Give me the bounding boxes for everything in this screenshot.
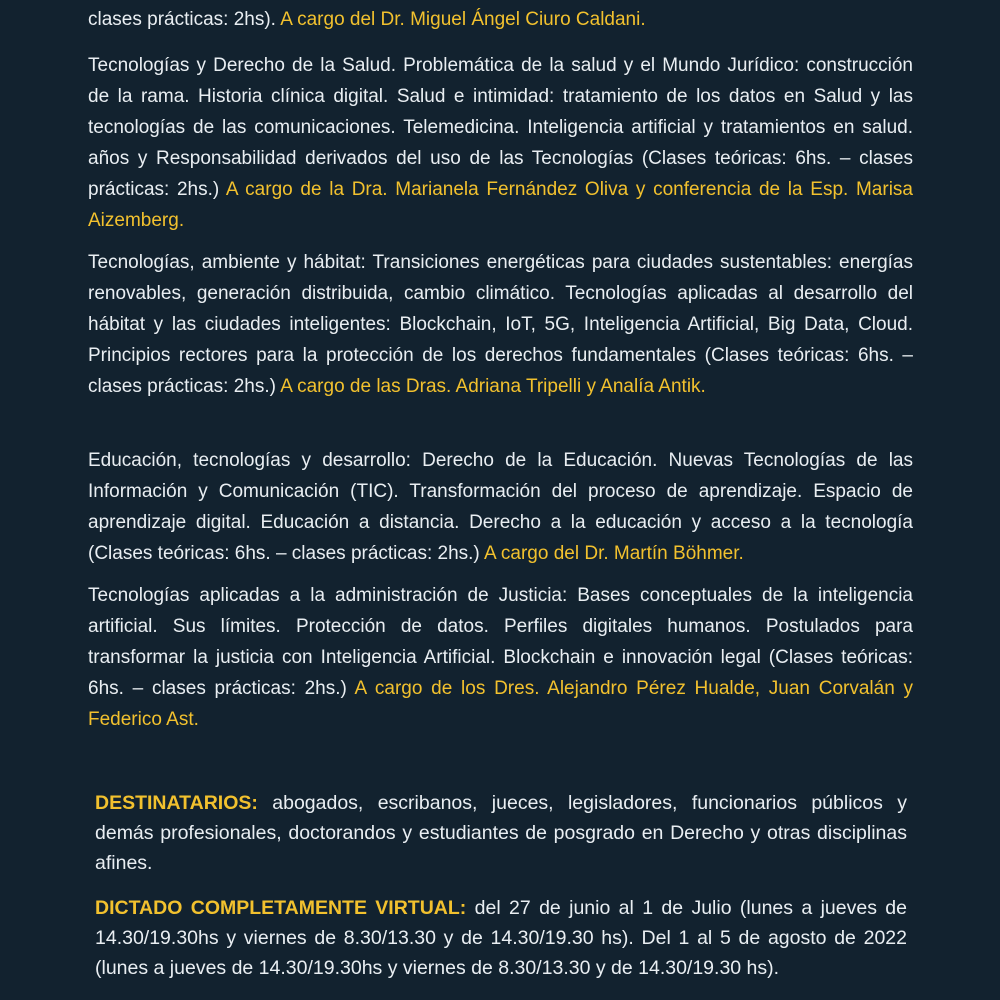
destinatarios-label: DESTINATARIOS:	[95, 792, 258, 814]
dictado-text: del 27 de junio al 1 de Julio (lunes a jueves de 14.30/19.30hs y viernes de 8.30/13.30 y de 14.30/19.30 hs). Del 1 al 5 de agosto de 2022 (lunes a jueves de 14.30/19.30hs y viernes de 8.30/13.30 y de 14.30/19.30 hs).	[95, 897, 907, 979]
module-health	[88, 50, 913, 236]
module-environment	[88, 247, 913, 402]
module-environment-text: Tecnologías, ambiente y hábitat: Transiciones energéticas para ciudades sustentables: energías renovables, generación distribuida, cambio climático. Tecnologías aplicadas al desarrollo del hábitat y las ciudades inteligentes: Blockchain, IoT, 5G, Inteligencia Artificial, Big Data, Cloud. Principios rectores para la protección de los derechos fundamentales (Clases teóricas: 6hs. – clases prácticas: 2hs.)	[88, 252, 913, 397]
module-justice-instructor: A cargo de los Dres. Alejandro Pérez Hualde, Juan Corvalán y Federico Ast.	[88, 678, 913, 730]
module-health-text: Tecnologías y Derecho de la Salud. Problemática de la salud y el Mundo Jurídico: construcción de la rama. Historia clínica digital. Salud e intimidad: tratamiento de los datos en Salud y las tecnologías de las comunicaciones. Telemedicina. Inteligencia artificial y tratamientos en salud. años y Responsabilidad derivados del uso de las Tecnologías (Clases teóricas: 6hs. – clases prácticas: 2hs.)	[88, 55, 913, 200]
module-environment-instructor: A cargo de las Dras. Adriana Tripelli y Analía Antik.	[280, 376, 706, 397]
module-education-instructor: A cargo del Dr. Martín Böhmer.	[484, 543, 744, 564]
destinatarios-section	[95, 788, 907, 878]
dictado-section	[95, 893, 907, 983]
module-education-text: Educación, tecnologías y desarrollo: Derecho de la Educación. Nuevas Tecnologías de las Información y Comunicación (TIC). Transformación del proceso de aprendizaje. Espacio de aprendizaje digital. Educación a distancia. Derecho a la educación y acceso a la tecnología (Clases teóricas: 6hs. – clases prácticas: 2hs.)	[88, 450, 913, 564]
destinatarios-text: abogados, escribanos, jueces, legisladores, funcionarios públicos y demás profesionales, doctorandos y estudiantes de posgrado en Derecho y otras disciplinas afines.	[95, 792, 908, 874]
top-fragment-instructor: A cargo del Dr. Miguel Ángel Ciuro Caldani.	[280, 9, 646, 30]
module-education	[88, 445, 913, 569]
module-justice	[88, 580, 913, 735]
top-fragment	[88, 4, 913, 35]
module-justice-text: Tecnologías aplicadas a la administración de Justicia: Bases conceptuales de la inteligencia artificial. Sus límites. Protección de datos. Perfiles digitales humanos. Postulados para transformar la justicia con Inteligencia Artificial. Blockchain e innovación legal (Clases teóricas: 6hs. – clases prácticas: 2hs.)	[88, 585, 913, 699]
dictado-label: DICTADO COMPLETAMENTE VIRTUAL:	[95, 897, 467, 919]
top-fragment-text: clases prácticas: 2hs).	[88, 9, 276, 30]
module-health-instructor: A cargo de la Dra. Marianela Fernández Oliva y conferencia de la Esp. Marisa Aizemberg.	[88, 179, 913, 231]
